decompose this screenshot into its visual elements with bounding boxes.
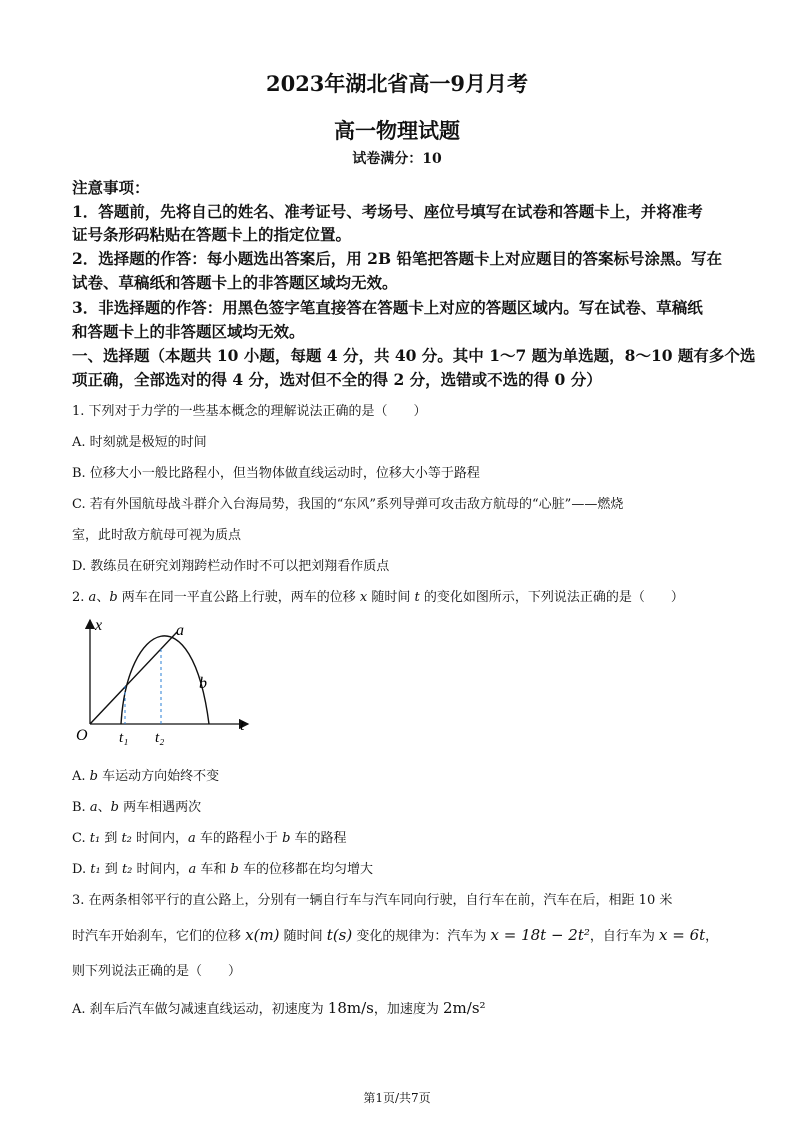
- q1-option-d: D. 教练员在研究刘翔跨栏动作时不可以把刘翔看作质点: [72, 559, 390, 574]
- curve-a-label: a: [176, 622, 184, 639]
- q1-option-a: A. 时刻就是极短的时间: [72, 435, 207, 450]
- notes-line: 3．非选择题的作答：用黑色签字笔直接答在答题卡上对应的答题区域内。写在试卷、草稿纸: [72, 298, 703, 317]
- q2-option-c: C. t₁ 到 t₂ 时间内，a 车的路程小于 b 车的路程: [72, 831, 347, 846]
- t2-label: t₂: [155, 730, 165, 746]
- q1-option-c-cont: 室，此时敌方航母可视为质点: [72, 528, 242, 543]
- line-a: [90, 632, 177, 724]
- notes-line: 试卷、草稿纸和答题卡上的非答题区域均无效。: [72, 273, 398, 292]
- section-heading-cont: 项正确，全部选对的得 4 分，选对但不全的得 2 分，选错或不选的得 0 分）: [72, 370, 602, 389]
- q2-option-d: D. t₁ 到 t₂ 时间内，a 车和 b 车的位移都在均匀增大: [72, 862, 374, 877]
- x-axis-label: t: [240, 717, 245, 734]
- q2-stem: 2. a、b 两车在同一平直公路上行驶，两车的位移 x 随时间 t 的变化如图所示，下列说法正确的是（ ）: [72, 590, 684, 605]
- q3-option-a: A. 刹车后汽车做匀减速直线运动，初速度为 18m/s，加速度为 2m/s²: [72, 999, 486, 1017]
- exam-title: 2023年湖北省高一9月月考: [265, 71, 529, 96]
- q1-option-c: C. 若有外国航母战斗群介入台海局势，我国的“东风”系列导弹可攻击敌方航母的“心脏”——燃烧: [72, 497, 624, 512]
- displacement-time-graph: [72, 612, 262, 747]
- q3-stem-line1: 3. 在两条相邻平行的直公路上，分别有一辆自行车与汽车同向行驶，自行车在前，汽车在后，相距 10 米: [72, 893, 673, 908]
- score-line: 试卷满分：10: [352, 151, 442, 167]
- notes-line: 和答题卡上的非答题区域均无效。: [72, 322, 305, 341]
- notes-line: 证号条形码粘贴在答题卡上的指定位置。: [72, 225, 352, 244]
- notes-line: 2．选择题的作答：每小题选出答案后，用 2B 铅笔把答题卡上对应题目的答案标号涂黑。写在: [72, 249, 722, 268]
- q2-option-b: B. a、b 两车相遇两次: [72, 800, 202, 815]
- curve-b: [121, 636, 209, 724]
- notes-heading: 注意事项：: [72, 178, 150, 197]
- q3-stem-line2: 时汽车开始刹车，它们的位移 x(m) 随时间 t(s) 变化的规律为：汽车为 x = 18t − 2t²，自行车为 x = 6t，: [72, 926, 719, 944]
- q1-option-b: B. 位移大小一般比路程小，但当物体做直线运动时，位移大小等于路程: [72, 466, 480, 481]
- q2-option-a: A. b 车运动方向始终不变: [72, 769, 220, 784]
- origin-label: O: [76, 727, 88, 744]
- notes-line: 1．答题前，先将自己的姓名、准考证号、考场号、座位号填写在试卷和答题卡上，并将准考: [72, 202, 703, 221]
- page-footer: 第1页/共7页: [363, 1091, 431, 1105]
- q1-stem: 1. 下列对于力学的一些基本概念的理解说法正确的是（ ）: [72, 404, 427, 419]
- t1-label: t₁: [119, 730, 129, 746]
- curve-b-label: b: [199, 675, 207, 692]
- y-axis-label: x: [95, 617, 103, 634]
- car-equation: x = 18t − 2t²: [490, 926, 590, 944]
- section-heading: 一、选择题（本题共 10 小题，每题 4 分，共 40 分。其中 1～7 题为单选题，8～10 题有多个选: [72, 346, 756, 365]
- bike-equation: x = 6t: [659, 926, 706, 944]
- q3-stem-line3: 则下列说法正确的是（ ）: [72, 964, 242, 979]
- subject-title: 高一物理试题: [334, 118, 460, 143]
